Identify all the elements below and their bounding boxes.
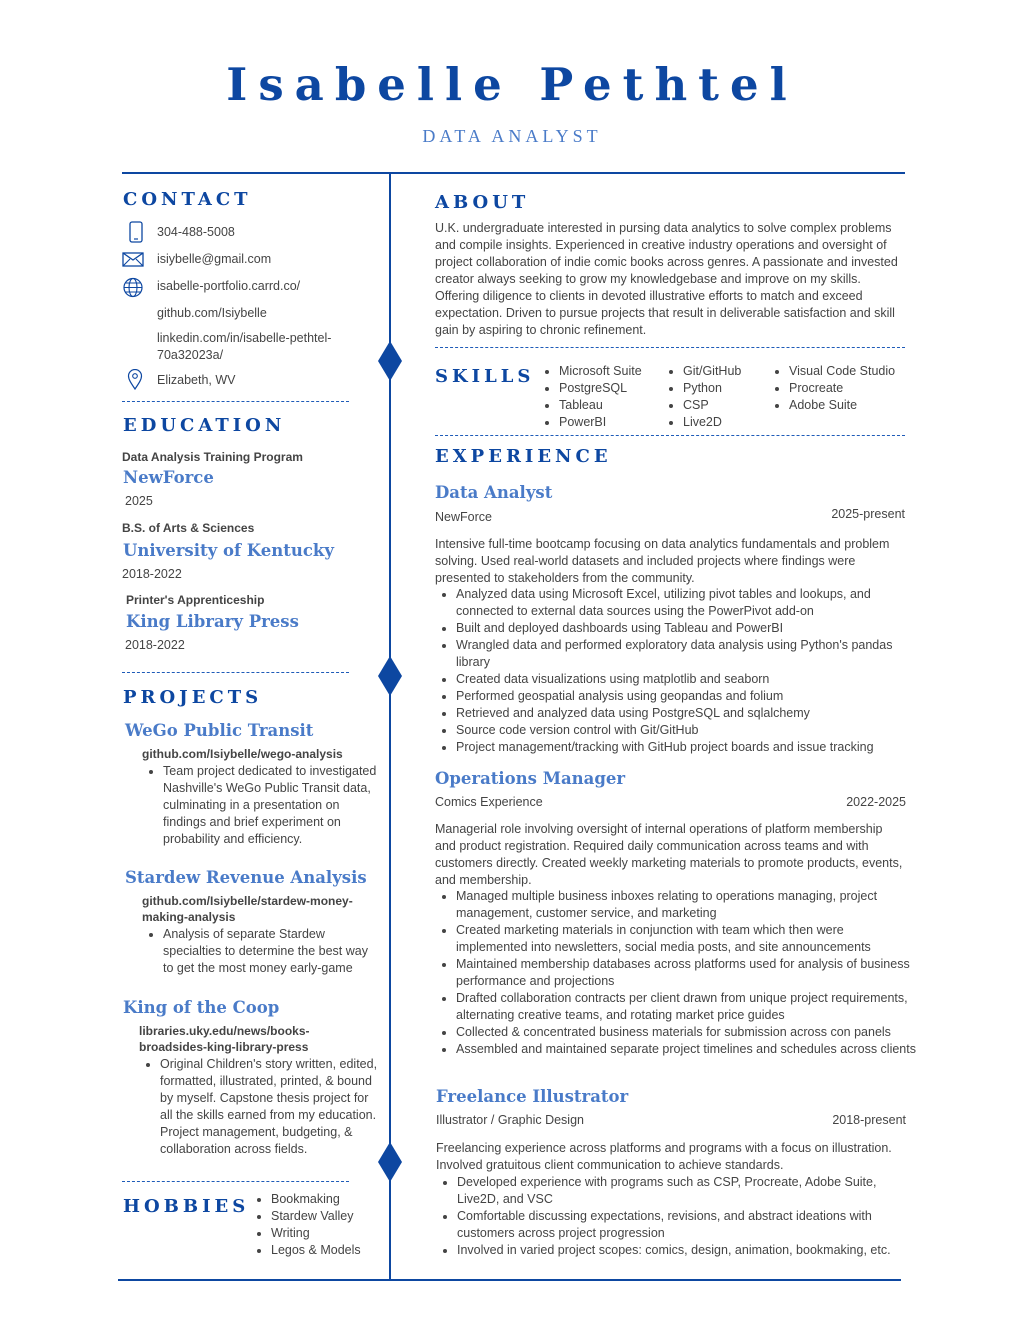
job-title: DATA ANALYST xyxy=(422,126,602,146)
bottom-rule xyxy=(118,1279,901,1281)
job-bullet: • Involved in varied project scopes: comics, design, animation, bookmaking, etc. xyxy=(457,1242,912,1259)
top-rule xyxy=(122,172,905,174)
section-divider xyxy=(435,435,905,436)
skill-item: • PostgreSQL xyxy=(559,380,679,397)
about-heading: ABOUT xyxy=(435,192,530,213)
contact-location xyxy=(122,372,362,392)
divider-diamond xyxy=(378,341,402,381)
hobbies-list xyxy=(250,1191,401,1259)
job-summary: Managerial role involving oversight of internal operations of platform membership and product registration. Required daily communication across teams and with customers directly. Created weekly marketing materials to promote products, events, and membership. xyxy=(435,822,903,887)
job-summary: Intensive full-time bootcamp focusing on data analytics fundamentals and problem solving. Used real-world datasets and included projects where findings were presented to stakeholders from the community. xyxy=(435,537,890,585)
linkedin-link-line1[interactable]: linkedin.com/in/isabelle-pethtel- xyxy=(157,331,332,345)
project-bullet: • Analysis of separate Stardew specialties to determine the best way to get the most money early-game xyxy=(163,926,379,977)
skills-column-3 xyxy=(768,363,926,414)
location-text: Elizabeth, WV xyxy=(157,373,236,387)
job-bullet: • Analyzed data using Microsoft Excel, utilizing pivot tables and lookups, and connected to external data sources using the PowerPivot add-on xyxy=(456,586,911,620)
project-link[interactable]: libraries.uky.edu/news/books-broadsides-king-library-press xyxy=(139,1024,310,1054)
hobby-item: • Bookmaking xyxy=(271,1191,401,1208)
project-title: Stardew Revenue Analysis xyxy=(125,868,367,887)
job-bullet: • Source code version control with Git/GitHub xyxy=(456,722,911,739)
contact-github xyxy=(122,305,362,323)
center-divider xyxy=(389,172,391,1280)
skill-item: • Python xyxy=(683,380,783,397)
contact-linkedin xyxy=(122,330,362,366)
education-school: King Library Press xyxy=(126,612,299,631)
job-bullets xyxy=(436,1174,912,1259)
section-divider xyxy=(122,672,349,673)
job-title: Data Analyst xyxy=(435,483,553,502)
skill-item: • Procreate xyxy=(789,380,926,397)
skill-item: • CSP xyxy=(683,397,783,414)
job-bullet: • Developed experience with programs such as CSP, Procreate, Adobe Suite, Live2D, and VSC xyxy=(457,1174,912,1208)
project-title: King of the Coop xyxy=(123,998,280,1017)
job-bullets xyxy=(435,888,916,1058)
email-text[interactable]: isiybelle@gmail.com xyxy=(157,252,272,266)
project-title: WeGo Public Transit xyxy=(125,721,314,740)
phone-icon xyxy=(125,221,147,243)
portfolio-link[interactable]: isabelle-portfolio.carrd.co/ xyxy=(157,279,301,293)
education-program: Printer's Apprenticeship xyxy=(126,593,265,607)
skill-item: • PowerBI xyxy=(559,414,679,431)
contact-email xyxy=(122,251,362,269)
job-bullet: • Performed geospatial analysis using geopandas and folium xyxy=(456,688,911,705)
skill-item: • Visual Code Studio xyxy=(789,363,926,380)
job-org: Comics Experience xyxy=(435,795,543,809)
project-bullets xyxy=(142,926,379,977)
job-title: Freelance Illustrator xyxy=(436,1087,629,1106)
job-org: NewForce xyxy=(435,510,492,524)
hobby-item: • Writing xyxy=(271,1225,401,1242)
contact-heading: CONTACT xyxy=(123,189,252,210)
skills-heading: SKILLS xyxy=(435,366,535,387)
project-bullet: • Original Children's story written, edited, formatted, illustrated, printed, & bound by myself. Capstone thesis project for all the skills earned from my education. Project management, budgeting, & collaboration across fields. xyxy=(160,1056,382,1158)
section-divider xyxy=(122,1181,349,1182)
job-bullet: • Created data visualizations using matplotlib and seaborn xyxy=(456,671,911,688)
hobby-item: • Stardew Valley xyxy=(271,1208,401,1225)
job-bullet: • Managed multiple business inboxes relating to operations managing, project management, customer service, and marketing xyxy=(456,888,916,922)
education-school: University of Kentucky xyxy=(123,541,334,560)
job-bullet: • Comfortable discussing expectations, revisions, and abstract ideations with customers across project progression xyxy=(457,1208,912,1242)
hobby-item: • Legos & Models xyxy=(271,1242,401,1259)
project-bullets xyxy=(142,763,383,848)
section-divider xyxy=(435,347,905,348)
education-dates: 2018-2022 xyxy=(122,567,182,581)
job-bullet: • Retrieved and analyzed data using PostgreSQL and sqlalchemy xyxy=(456,705,911,722)
skill-item: • Microsoft Suite xyxy=(559,363,679,380)
skills-column-2 xyxy=(662,363,783,431)
education-program: Data Analysis Training Program xyxy=(122,450,303,464)
job-bullet: • Drafted collaboration contracts per client drawn from unique project requirements, alternating creative teams, and rotating market price guides xyxy=(456,990,916,1024)
email-icon xyxy=(122,252,144,267)
about-text: U.K. undergraduate interested in pursing data analytics to solve complex problems and compile insights. Experienced in creative industry operations and oversight of project collaboration of indie comic books across genres. A passionate and invested creator always seeking to grow my knowledgebase and improve on my skills. Offering diligence to clients in devoted illustrative efforts to match and exceed expectation. Driven to pursue projects that result in deliverable satisfaction and skill gain by aspiring to chronic refinement. xyxy=(435,221,898,337)
divider-diamond xyxy=(378,656,402,696)
education-dates: 2018-2022 xyxy=(125,638,185,652)
skill-item: • Live2D xyxy=(683,414,783,431)
skills-column-1 xyxy=(538,363,679,431)
project-bullets xyxy=(139,1056,382,1158)
job-bullet: • Collected & concentrated business materials for submission across con panels xyxy=(456,1024,916,1041)
job-org: Illustrator / Graphic Design xyxy=(436,1113,584,1127)
job-bullet: • Created marketing materials in conjunction with team which then were implemented into newsletters, social media posts, and site announcements xyxy=(456,922,916,956)
projects-heading: PROJECTS xyxy=(123,687,263,708)
project-link[interactable]: github.com/Isiybelle/wego-analysis xyxy=(142,747,343,761)
job-dates: 2025-present xyxy=(831,507,905,521)
job-dates: 2018-present xyxy=(832,1113,906,1127)
job-summary: Freelancing experience across platforms and programs with a focus on illustration. Involved gratuitous client communication to achieve standards. xyxy=(436,1141,892,1172)
education-heading: EDUCATION xyxy=(123,415,286,436)
project-bullet: • Team project dedicated to investigated Nashville's WeGo Public Transit data, culminating in a presentation on findings and brief experiment on probability and efficiency. xyxy=(163,763,383,848)
contact-phone xyxy=(122,224,362,242)
name-heading: Isabelle Pethtel xyxy=(226,58,798,111)
contact-portfolio xyxy=(122,278,362,296)
job-title: Operations Manager xyxy=(435,769,626,788)
phone-text[interactable]: 304-488-5008 xyxy=(157,225,235,239)
education-school: NewForce xyxy=(123,468,214,487)
job-bullet: • Wrangled data and performed exploratory data analysis using Python's pandas library xyxy=(456,637,911,671)
github-link[interactable]: github.com/Isiybelle xyxy=(157,306,267,320)
job-bullet: • Built and deployed dashboards using Tableau and PowerBI xyxy=(456,620,911,637)
linkedin-link-line2[interactable]: 70a32023a/ xyxy=(157,348,224,362)
job-dates: 2022-2025 xyxy=(846,795,906,809)
job-bullet: • Assembled and maintained separate project timelines and schedules across clients xyxy=(456,1041,916,1058)
experience-heading: EXPERIENCE xyxy=(435,446,612,467)
skill-item: • Adobe Suite xyxy=(789,397,926,414)
section-divider xyxy=(122,401,349,402)
education-dates: 2025 xyxy=(125,494,153,508)
job-bullets xyxy=(435,586,911,756)
education-program: B.S. of Arts & Sciences xyxy=(122,521,255,535)
skill-item: • Tableau xyxy=(559,397,679,414)
location-pin-icon xyxy=(124,369,146,390)
globe-icon xyxy=(122,277,144,298)
job-bullet: • Project management/tracking with GitHub project boards and issue tracking xyxy=(456,739,911,756)
project-link[interactable]: github.com/Isiybelle/stardew-money-making-analysis xyxy=(142,894,353,924)
hobbies-heading: HOBBIES xyxy=(123,1196,250,1217)
job-bullet: • Maintained membership databases across platforms used for analysis of business performance and projections xyxy=(456,956,916,990)
skill-item: • Git/GitHub xyxy=(683,363,783,380)
